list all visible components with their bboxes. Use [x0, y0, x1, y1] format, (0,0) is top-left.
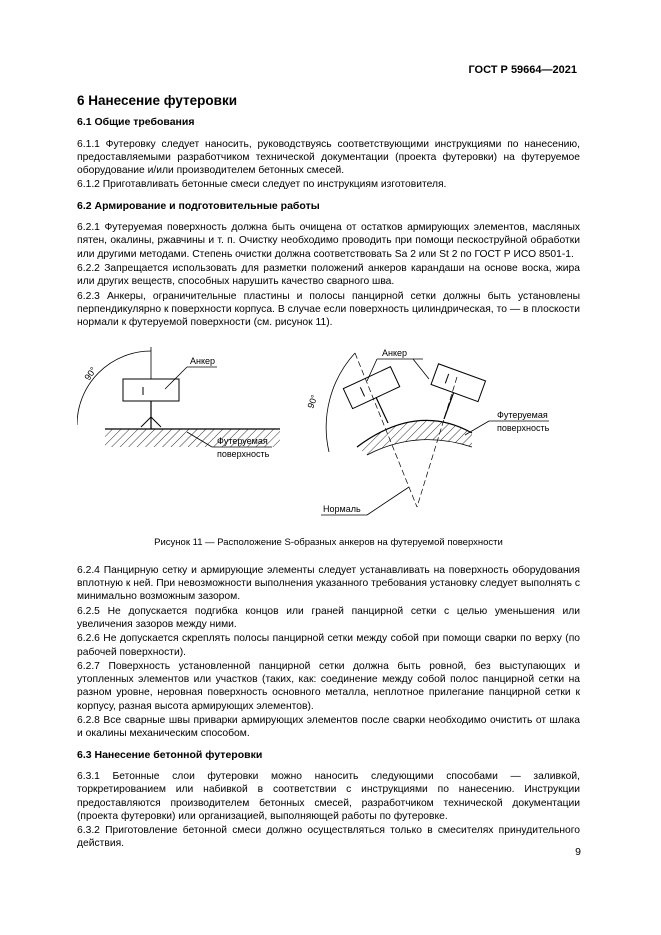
subsection-title-6-1: 6.1 Общие требования — [77, 116, 195, 129]
paragraph-6-2-3: 6.2.3 Анкеры, ограничительные пластины и полосы панцирной сетки должны быть установлены перпендикулярно к поверхности корпуса. В случае если поверхность цилиндрическая, то — в плоскости нормали к футеруемой поверхности (см. рисунок 11). — [77, 290, 580, 329]
left-surface-label-2: поверхность — [217, 449, 270, 460]
right-anchor-leader-2 — [413, 359, 429, 379]
paragraph-6-1-2: 6.1.2 Приготавливать бетонные смеси следует по инструкциям изготовителя. — [77, 179, 447, 191]
right-anchor-plate-1 — [343, 367, 399, 409]
subsection-title-6-3: 6.3 Нанесение бетонной футеровки — [77, 748, 263, 761]
paragraph-6-3-2: 6.3.2 Приготовление бетонной смеси должно осуществляться только в смесителях принудительного действия. — [77, 825, 580, 850]
figure-caption: Рисунок 11 — Расположение S-образных анкеров на футеруемой поверхности — [154, 537, 503, 549]
left-anchor-label: Анкер — [190, 356, 216, 367]
figure-11 — [77, 337, 580, 532]
normal-label: Нормаль — [323, 504, 361, 515]
right-angle-label: 90° — [305, 393, 320, 411]
section-title: 6 Нанесение футеровки — [77, 93, 238, 108]
right-anchor-stem-1 — [376, 398, 388, 423]
left-surface-label-1: Футеруемая — [217, 436, 268, 447]
content — [77, 90, 580, 852]
page-number: 9 — [575, 846, 581, 858]
left-angle-label: 90° — [82, 365, 99, 383]
paragraph-6-2-6: 6.2.6 Не допускается скреплять полосы панцирной сетки между собой при помощи сварки по верху (по рабочей поверхности). — [77, 633, 580, 658]
subsection-title-6-2: 6.2 Армирование и подготовительные работы — [77, 199, 320, 212]
paragraph-6-2-1: 6.2.1 Футеруемая поверхность должна быть очищена от остатков армирующих элементов, масляных пятен, окалины, ржавчины и т. п. Очистку необходимо проводить при помощи пескоструйной обработки или другими методами. Степень очистки должна соответствовать Sa 2 или St 2 по ГОСТ Р ИСО 8501-1. — [77, 222, 580, 260]
anchor-diagram — [77, 337, 580, 532]
right-anchor-label: Анкер — [382, 348, 408, 359]
right-surface-leader — [465, 421, 489, 435]
paragraph-6-2-2: 6.2.2 Запрещается использовать для разметки положений анкеров карандаши на основе воска, жира или других веществ, способных нарушить качество сварного шва. — [77, 262, 580, 288]
paragraph-6-2-4: 6.2.4 Панцирную сетку и армирующие элементы следует устанавливать на поверхность оборудования вплотную к ней. При невозможности выполнения указанного требования установку следует выполнять с минимально возможным зазором. — [77, 564, 580, 603]
right-anchor-plate-2 — [431, 364, 486, 402]
paragraph-6-2-8: 6.2.8 Все сварные швы приварки армирующих элементов после сварки необходимо очистить от шлака и окалины механическим способом. — [77, 715, 580, 740]
paragraph-6-2-7: 6.2.7 Поверхность установленной панцирной сетки должна быть ровной, без выступающих и утопленных элементов или участков (таких, как: соединение между собой полос панцирной сетки на разном уровне, неровная поверхность основного металла, неплотное прилегание панцирной сетки к корпусу, разная высота армирующих элементов). — [77, 660, 580, 712]
paragraph-6-3-1: 6.3.1 Бетонные слои футеровки можно наносить следующими способами — заливкой, торкретированием или набивкой в соответствии с инструкциями по нанесению. Инструкции предоставляются производителем бетонных смесей, разработчиком технической документации (проекта футеровки) или организацией, выполняющей работы по футеровке. — [77, 770, 580, 822]
flat-surface-anchor — [77, 347, 280, 459]
paragraph-6-2-5: 6.2.5 Не допускается подгибка концов или граней панцирной сетки с целью уменьшения или увеличения зазоров между ними. — [77, 605, 580, 630]
normal-leader — [367, 487, 409, 515]
curved-surface-anchors — [305, 348, 549, 515]
left-anchor-plate — [123, 379, 179, 401]
standard-header: ГОСТ Р 59664—2021 — [468, 64, 577, 76]
right-surface-label-1: Футеруемая — [497, 410, 548, 421]
right-surface-label-2: поверхность — [497, 423, 550, 434]
paragraph-6-1-1: 6.1.1 Футеровку следует наносить, руководствуясь соответствующими инструкциями по нанесению, предоставляемыми разработчиком технической документации (проекта футеровки) на футеруемое оборудование и/или производителем бетонных смесей. — [77, 138, 580, 177]
